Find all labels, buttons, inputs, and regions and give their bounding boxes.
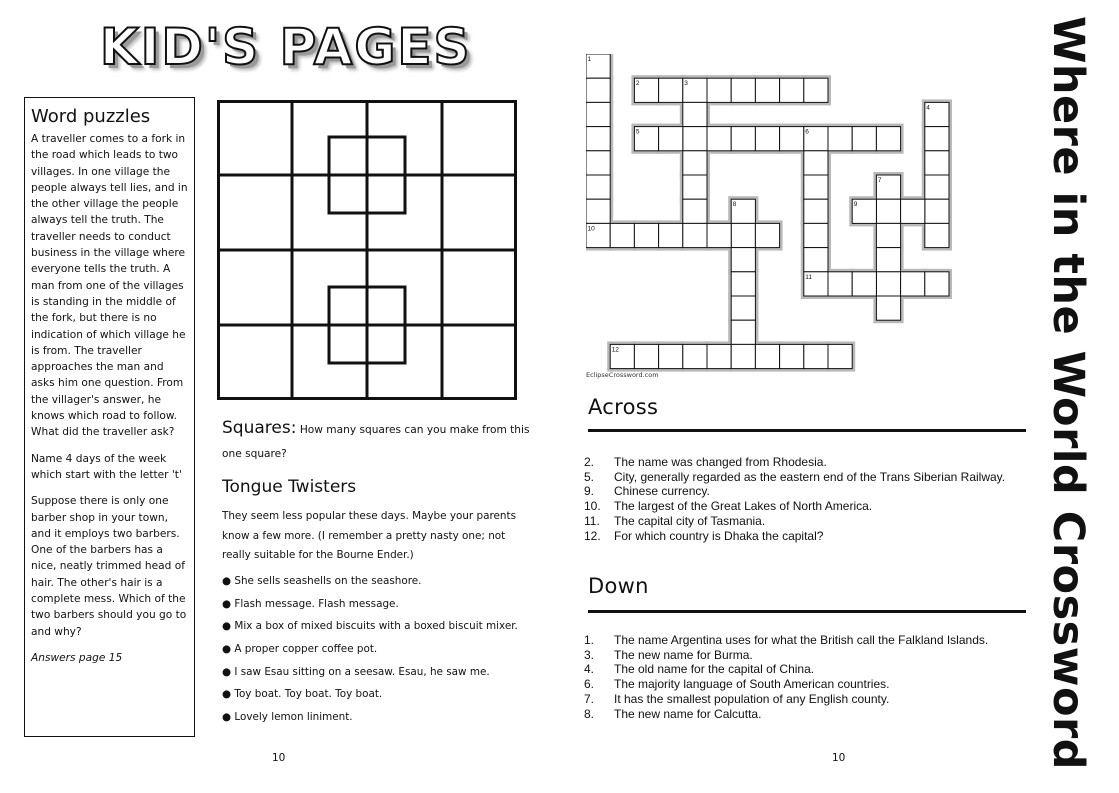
crossword-cell[interactable]: [586, 78, 610, 102]
crossword-cell[interactable]: [659, 223, 683, 247]
across-rule: [588, 429, 1026, 432]
crossword-side-title-wrap: [1033, 15, 1103, 771]
page-number-right: 10: [832, 752, 846, 764]
page-number-left: 10: [272, 752, 286, 764]
crossword-cell[interactable]: [804, 151, 828, 175]
down-clues: [584, 633, 1018, 721]
word-puzzles-title: Word puzzles: [31, 106, 151, 127]
crossword-cell[interactable]: [610, 223, 634, 247]
crossword-cell[interactable]: [659, 127, 683, 151]
list-item: ● Mix a box of mixed biscuits with a boxed biscuit mixer.: [222, 617, 542, 640]
crossword-clue-number: 1: [587, 56, 592, 63]
crossword-cell[interactable]: [707, 344, 731, 368]
crossword-cell[interactable]: [828, 344, 852, 368]
word-puzzles-box: [24, 97, 195, 737]
clue-item: 7. It has the smallest population of any English county.: [584, 691, 890, 706]
crossword-clue-number: 6: [805, 128, 809, 136]
crossword-clue-number: 9: [853, 201, 858, 209]
crossword-cell[interactable]: [780, 78, 804, 102]
crossword-cell[interactable]: [731, 296, 755, 320]
crossword-cell[interactable]: [731, 272, 755, 296]
puzzle-barber: Suppose there is only one barber shop in your town, and it employs two barbers. One of the barbers has a nice, neatly trimmed head of hair. The other's hair is a complete mess. Which of the two barbers should you go to and why?: [31, 495, 187, 638]
crossword-cell[interactable]: [876, 127, 900, 151]
clue-item: 4. The old name for the capital of China.: [584, 662, 815, 677]
crossword-cell[interactable]: [901, 199, 925, 223]
crossword-clue-number: 11: [805, 273, 813, 281]
crossword-cell[interactable]: [755, 78, 779, 102]
crossword-cell[interactable]: [804, 223, 828, 247]
crossword-cell[interactable]: [659, 344, 683, 368]
crossword-cell[interactable]: [731, 78, 755, 102]
crossword-cell[interactable]: [755, 344, 779, 368]
crossword-cell[interactable]: [755, 223, 779, 247]
clue-item: 5. City, generally regarded as the eastern end of the Trans Siberian Railway.: [584, 469, 1006, 484]
clue-item: 12. For which country is Dhaka the capital?: [584, 528, 824, 543]
list-item: ● Lovely lemon liniment.: [222, 708, 542, 731]
crossword-clue-number: 10: [587, 225, 595, 233]
crossword-side-title: Where in the World Crossword: [1043, 15, 1093, 771]
crossword-cell[interactable]: [876, 223, 900, 247]
squares-figure: [217, 100, 517, 400]
crossword-grid: [586, 54, 966, 374]
crossword-clue-number: 8: [732, 201, 737, 209]
crossword-cell[interactable]: [731, 127, 755, 151]
answers-note: Answers page 15: [31, 651, 123, 664]
crossword-cell[interactable]: [683, 151, 707, 175]
crossword-cell[interactable]: [876, 248, 900, 272]
crossword-cell[interactable]: [586, 199, 610, 223]
crossword-cell[interactable]: [683, 223, 707, 247]
crossword-cell[interactable]: [925, 175, 949, 199]
crossword-cell[interactable]: [707, 127, 731, 151]
crossword-cell[interactable]: [804, 248, 828, 272]
crossword-cell[interactable]: [683, 127, 707, 151]
crossword-cell[interactable]: [925, 127, 949, 151]
crossword-cell[interactable]: [586, 102, 610, 126]
crossword-cell[interactable]: [683, 344, 707, 368]
crossword-clue-number: 5: [635, 128, 640, 136]
crossword-cell[interactable]: [876, 199, 900, 223]
crossword-cell[interactable]: [804, 199, 828, 223]
crossword-cell[interactable]: [804, 344, 828, 368]
tongue-twisters-title: Tongue Twisters: [222, 477, 357, 497]
crossword-cell[interactable]: [925, 151, 949, 175]
crossword-cell[interactable]: [659, 78, 683, 102]
crossword-cell[interactable]: [586, 127, 610, 151]
clue-item: 11. The capital city of Tasmania.: [584, 513, 766, 528]
crossword-cell[interactable]: [804, 78, 828, 102]
crossword-cell[interactable]: [683, 199, 707, 223]
tongue-twisters-intro: They seem less popular these days. Maybe your parents know a few more. (I remember a pretty nasty one; not really suitable for the Bourne Ender.): [222, 510, 516, 562]
clue-item: 2. The name was changed from Rhodesia.: [584, 455, 827, 469]
list-item: ● Toy boat. Toy boat. Toy boat.: [222, 685, 542, 708]
crossword-cell[interactable]: [925, 272, 949, 296]
down-rule: [588, 610, 1026, 613]
crossword-cell[interactable]: [731, 344, 755, 368]
squares-section: [222, 416, 532, 466]
crossword-cell[interactable]: [925, 199, 949, 223]
across-title: Across: [588, 395, 659, 419]
puzzle-days: Name 4 days of the week which start with the letter 't': [31, 452, 182, 481]
crossword-clue-number: 2: [635, 80, 640, 88]
crossword-cell[interactable]: [876, 296, 900, 320]
down-title: Down: [588, 574, 649, 598]
crossword-cell[interactable]: [828, 272, 852, 296]
crossword-cell[interactable]: [828, 127, 852, 151]
crossword-cell[interactable]: [925, 223, 949, 247]
list-item: ● She sells seashells on the seashore.: [222, 572, 542, 595]
crossword-credit: EclipseCrossword.com: [586, 371, 659, 379]
crossword-cell[interactable]: [683, 102, 707, 126]
crossword-cell[interactable]: [731, 320, 755, 344]
clue-item: 10. The largest of the Great Lakes of North America.: [584, 499, 873, 514]
crossword-cell[interactable]: [683, 175, 707, 199]
squares-heading: Squares:: [222, 418, 297, 438]
crossword-cell[interactable]: [755, 127, 779, 151]
crossword-cell[interactable]: [707, 223, 731, 247]
crossword-cell[interactable]: [634, 344, 658, 368]
crossword-cell[interactable]: [901, 272, 925, 296]
crossword-cell[interactable]: [634, 223, 658, 247]
crossword-cell[interactable]: [707, 78, 731, 102]
list-item: ● A proper copper coffee pot.: [222, 640, 542, 663]
across-clues: [584, 455, 1018, 543]
clue-item: 9. Chinese currency.: [584, 484, 710, 499]
crossword-cell[interactable]: [586, 175, 610, 199]
crossword-cell[interactable]: [804, 175, 828, 199]
crossword-cell[interactable]: [780, 127, 804, 151]
squares-question: How many squares can you make from this one square?: [222, 424, 530, 460]
clue-item: 3. The new name for Burma.: [584, 647, 753, 662]
clue-item: 1. The name Argentina uses for what the British call the Falkland Islands.: [584, 633, 989, 647]
crossword-cell[interactable]: [780, 344, 804, 368]
crossword-clue-number: 4: [926, 104, 930, 112]
puzzle-traveller: A traveller comes to a fork in the road which leads to two villages. In one village the people always tell lies, and in the other village the people always tell the truth. The traveller needs to conduct business in the village where everyone tells the truth. A man from one of the villages is standing in the middle of the fork, but there is no indication of which village he is from. The traveller approaches the man and asks him one question. From the villager's answer, he knows which road to follow. What did the traveller ask?: [31, 133, 188, 439]
crossword-cell[interactable]: [731, 248, 755, 272]
list-item: ● I saw Esau sitting on a seesaw. Esau, he saw me.: [222, 663, 542, 686]
crossword-clue-number: 7: [877, 177, 882, 184]
crossword-clue-number: 3: [684, 80, 688, 88]
masthead-title: KID'S PAGES: [100, 18, 472, 76]
clue-item: 8. The new name for Calcutta.: [584, 706, 762, 721]
tongue-twisters-list: [222, 572, 542, 731]
crossword-cell[interactable]: [852, 127, 876, 151]
crossword-cell[interactable]: [586, 151, 610, 175]
crossword-cell[interactable]: [852, 272, 876, 296]
crossword-cell[interactable]: [876, 272, 900, 296]
clue-item: 6. The majority language of South American countries.: [584, 677, 890, 692]
crossword-clue-number: 12: [611, 346, 619, 354]
crossword-cell[interactable]: [731, 223, 755, 247]
list-item: ● Flash message. Flash message.: [222, 595, 542, 618]
